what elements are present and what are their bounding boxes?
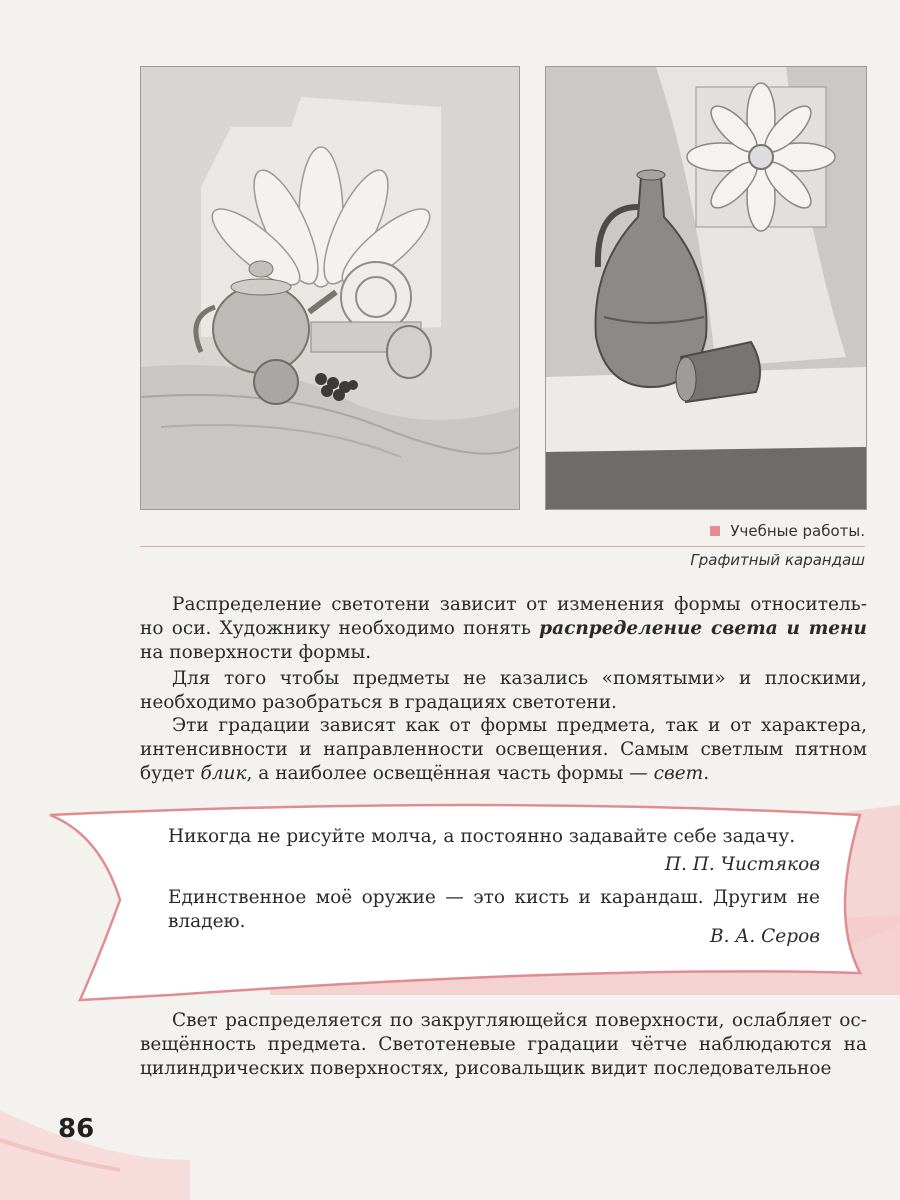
quote-1-text: Никогда не рисуйте молча, а постоянно задавайте себе задачу. (168, 826, 796, 847)
caption-line1: Учебные работы. (730, 522, 865, 540)
still-life-teapot-drawing (140, 66, 520, 510)
term-svet: свет (653, 763, 704, 784)
paragraph-1-emphasis: распределение света и тени (539, 618, 867, 639)
still-life-jug-drawing (545, 66, 867, 510)
caption-marker-icon (710, 526, 720, 536)
term-blik: блик (200, 763, 247, 784)
paragraph-3 (140, 714, 867, 786)
quote-1-author: П. П. Чистяков (664, 854, 820, 875)
paragraph-3-before: Эти градации зависят как от формы предмета, так и от характера, интенсивности и направленности освещения. Самым светлым пятном будет (140, 715, 867, 784)
paragraph-2-text: Для того чтобы предметы не казались «помятыми» и плоскими, необходимо разобраться в градациях светотени. (140, 668, 867, 713)
caption-divider (140, 546, 865, 547)
paragraph-2 (140, 667, 867, 715)
paragraph-1 (140, 593, 867, 665)
paragraph-4-text: Свет распределяется по закругляющейся поверхности, ослабляет ос-вещённость предмета. Светотеневые градации чётче наблюдаются на цилиндрических поверхностях, рисовальщик видит последовательное (140, 1010, 867, 1079)
paragraph-3-middle: , а наиболее освещённая часть формы — (246, 763, 654, 784)
paragraph-1-before: Распределение светотени зависит от изменения формы относитель-но оси. Художнику необходимо понять (140, 594, 867, 639)
caption-line2: Графитный карандаш (690, 551, 865, 569)
paragraph-4 (140, 1009, 867, 1081)
paragraph-1-after: на поверхности формы. (140, 642, 372, 663)
figure-caption-title (710, 522, 865, 540)
decorative-brush-stroke (0, 1050, 190, 1200)
page-number: 86 (58, 1114, 95, 1144)
paragraph-3-after: . (703, 763, 710, 784)
quote-2-author: В. А. Серов (710, 926, 820, 947)
quote-2-text: Единственное моё оружие — это кисть и карандаш. Другим не владею. (168, 887, 820, 932)
